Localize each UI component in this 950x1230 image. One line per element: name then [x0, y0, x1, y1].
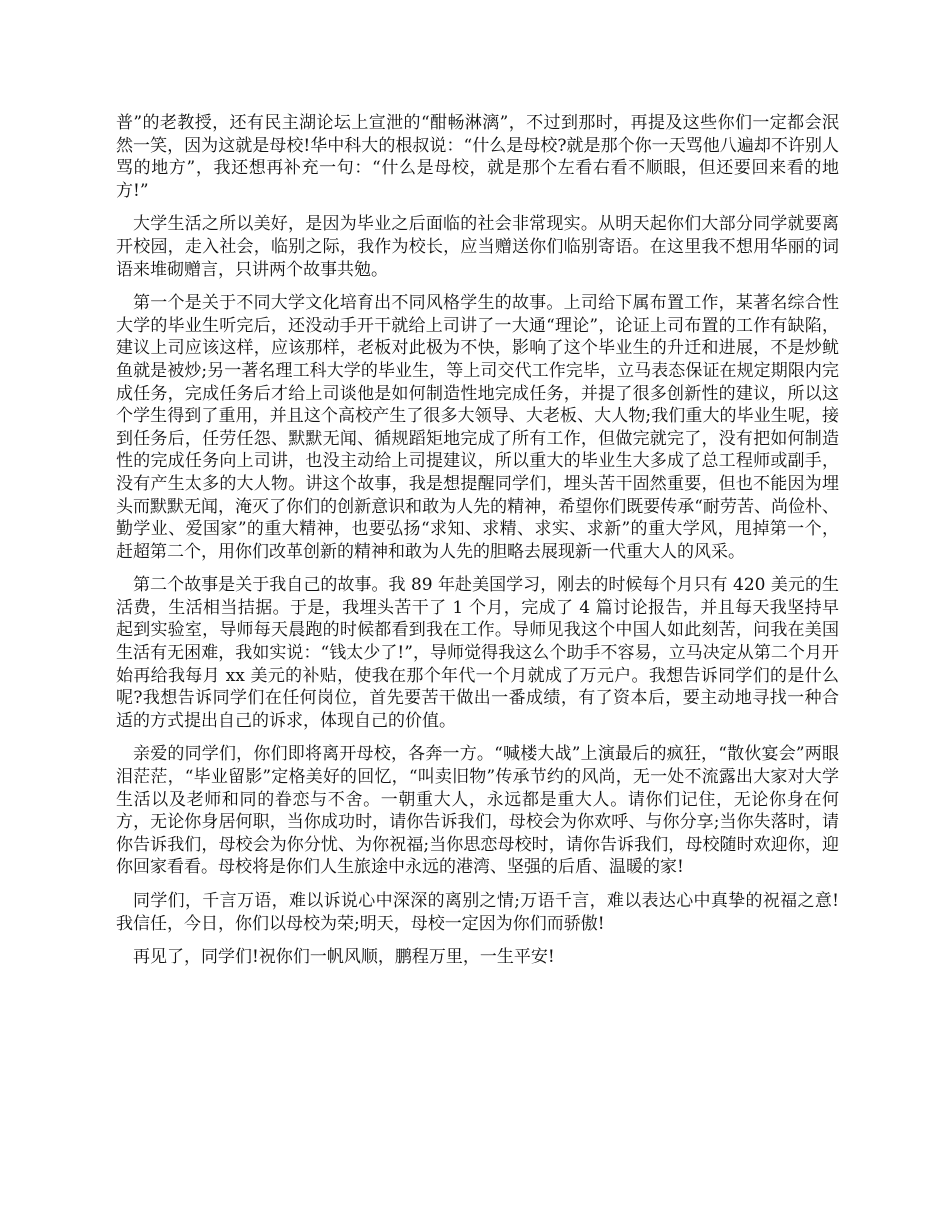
paragraph-6: 同学们，千言万语，难以诉说心中深深的离别之情;万语千言，难以表达心中真挚的祝福之意!我信任，今日，你们以母校为荣;明天，母校一定因为你们而骄傲! [116, 891, 839, 934]
paragraph-7: 再见了，同学们!祝你们一帆风顺，鹏程万里，一生平安! [133, 947, 555, 968]
paragraph-3: 第一个是关于不同大学文化培育出不同风格学生的故事。上司给下属布置工作，某著名综合性大学的毕业生听完后，还没动手开干就给上司讲了一大通“理论”，论证上司布置的工作有缺陷，建议上司应该这样，应该那样，老板对此极为不快，影响了这个毕业生的升迁和进展，不是炒鱿鱼就是被炒;另一著名理工科大学的毕业生，等上司交代工作完毕，立马表态保证在规定期限内完成任务，完成任务后才给上司谈他是如何制造性地完成任务，并提了很多创新性的建议，所以这个学生得到了重用，并且这个高校产生了很多大领导、大老板、大人物;我们重大的毕业生呢，接到任务后，任劳任怨、默默无闻、循规蹈矩地完成了所有工作，但做完就完了，没有把如何制造性的完成任务向上司讲，也没主动给上司提建议，所以重大的毕业生大多成了总工程师或副手，没有产生太多的大人物。讲这个故事，我是想提醒同学们，埋头苦干固然重要，但也不能因为埋头而默默无闻，淹灭了你们的创新意识和敢为人先的精神，希望你们既要传承“耐劳苦、尚俭朴、勤学业、爱国家”的重大精神，也要弘扬“求知、求精、求实、求新”的重大学风，甩掉第一个，赶超第二个，用你们改革创新的精神和敢为人先的胆略去展现新一代重大人的风采。 [116, 293, 839, 562]
paragraph-1: 普”的老教授，还有民主湖论坛上宣泄的“酣畅淋漓”，不过到那时，再提及这些你们一定都会泯然一笑，因为这就是母校!华中科大的根叔说：“什么是母校?就是那个你一天骂他八遍却不许别人骂的地方”，我还想再补充一句：“什么是母校，就是那个左看右看不顺眼，但还要回来看的地方!” [116, 113, 839, 201]
paragraph-4: 第二个故事是关于我自己的故事。我 89 年赴美国学习，刚去的时候每个月只有 420 美元的生活费，生活相当拮据。于是，我埋头苦干了 1 个月，完成了 4 篇讨论报告，并且每天我坚持早起到实验室，导师每天晨跑的时候都看到我在工作。导师见我这个中国人如此刻苦，问我在美国生活有无困难，我如实说：“钱太少了!”，导师觉得我这么个助手不容易，立马决定从第二个月开始再给我每月 xx 美元的补贴，使我在那个年代一个月就成了万元户。我想告诉同学们的是什么呢?我想告诉同学们在任何岗位，首先要苦干做出一番成绩，有了资本后，要主动地寻找一种合适的方式提出自己的诉求，体现自己的价值。 [116, 575, 839, 731]
paragraph-2: 大学生活之所以美好，是因为毕业之后面临的社会非常现实。从明天起你们大部分同学就要离开校园，走入社会，临别之际，我作为校长，应当赠送你们临别寄语。在这里我不想用华丽的词语来堆砌赠言，只讲两个故事共勉。 [116, 214, 839, 280]
document-body [116, 112, 839, 980]
paragraph-5: 亲爱的同学们，你们即将离开母校，各奔一方。“喊楼大战”上演最后的疯狂，“散伙宴会”两眼泪茫茫，“毕业留影”定格美好的回忆，“叫卖旧物”传承节约的风尚，无一处不流露出大家对大学生活以及老师和同的眷恋与不舍。一朝重大人，永远都是重大人。请你们记住，无论你身在何方，无论你身居何职，当你成功时，请你告诉我们，母校会为你欢呼、与你分享;当你失落时，请你告诉我们，母校会为你分忧、为你祝福;当你思恋母校时，请你告诉我们，母校随时欢迎你，迎你回家看看。母校将是你们人生旅途中永远的港湾、坚强的后盾、温暖的家! [116, 744, 839, 878]
